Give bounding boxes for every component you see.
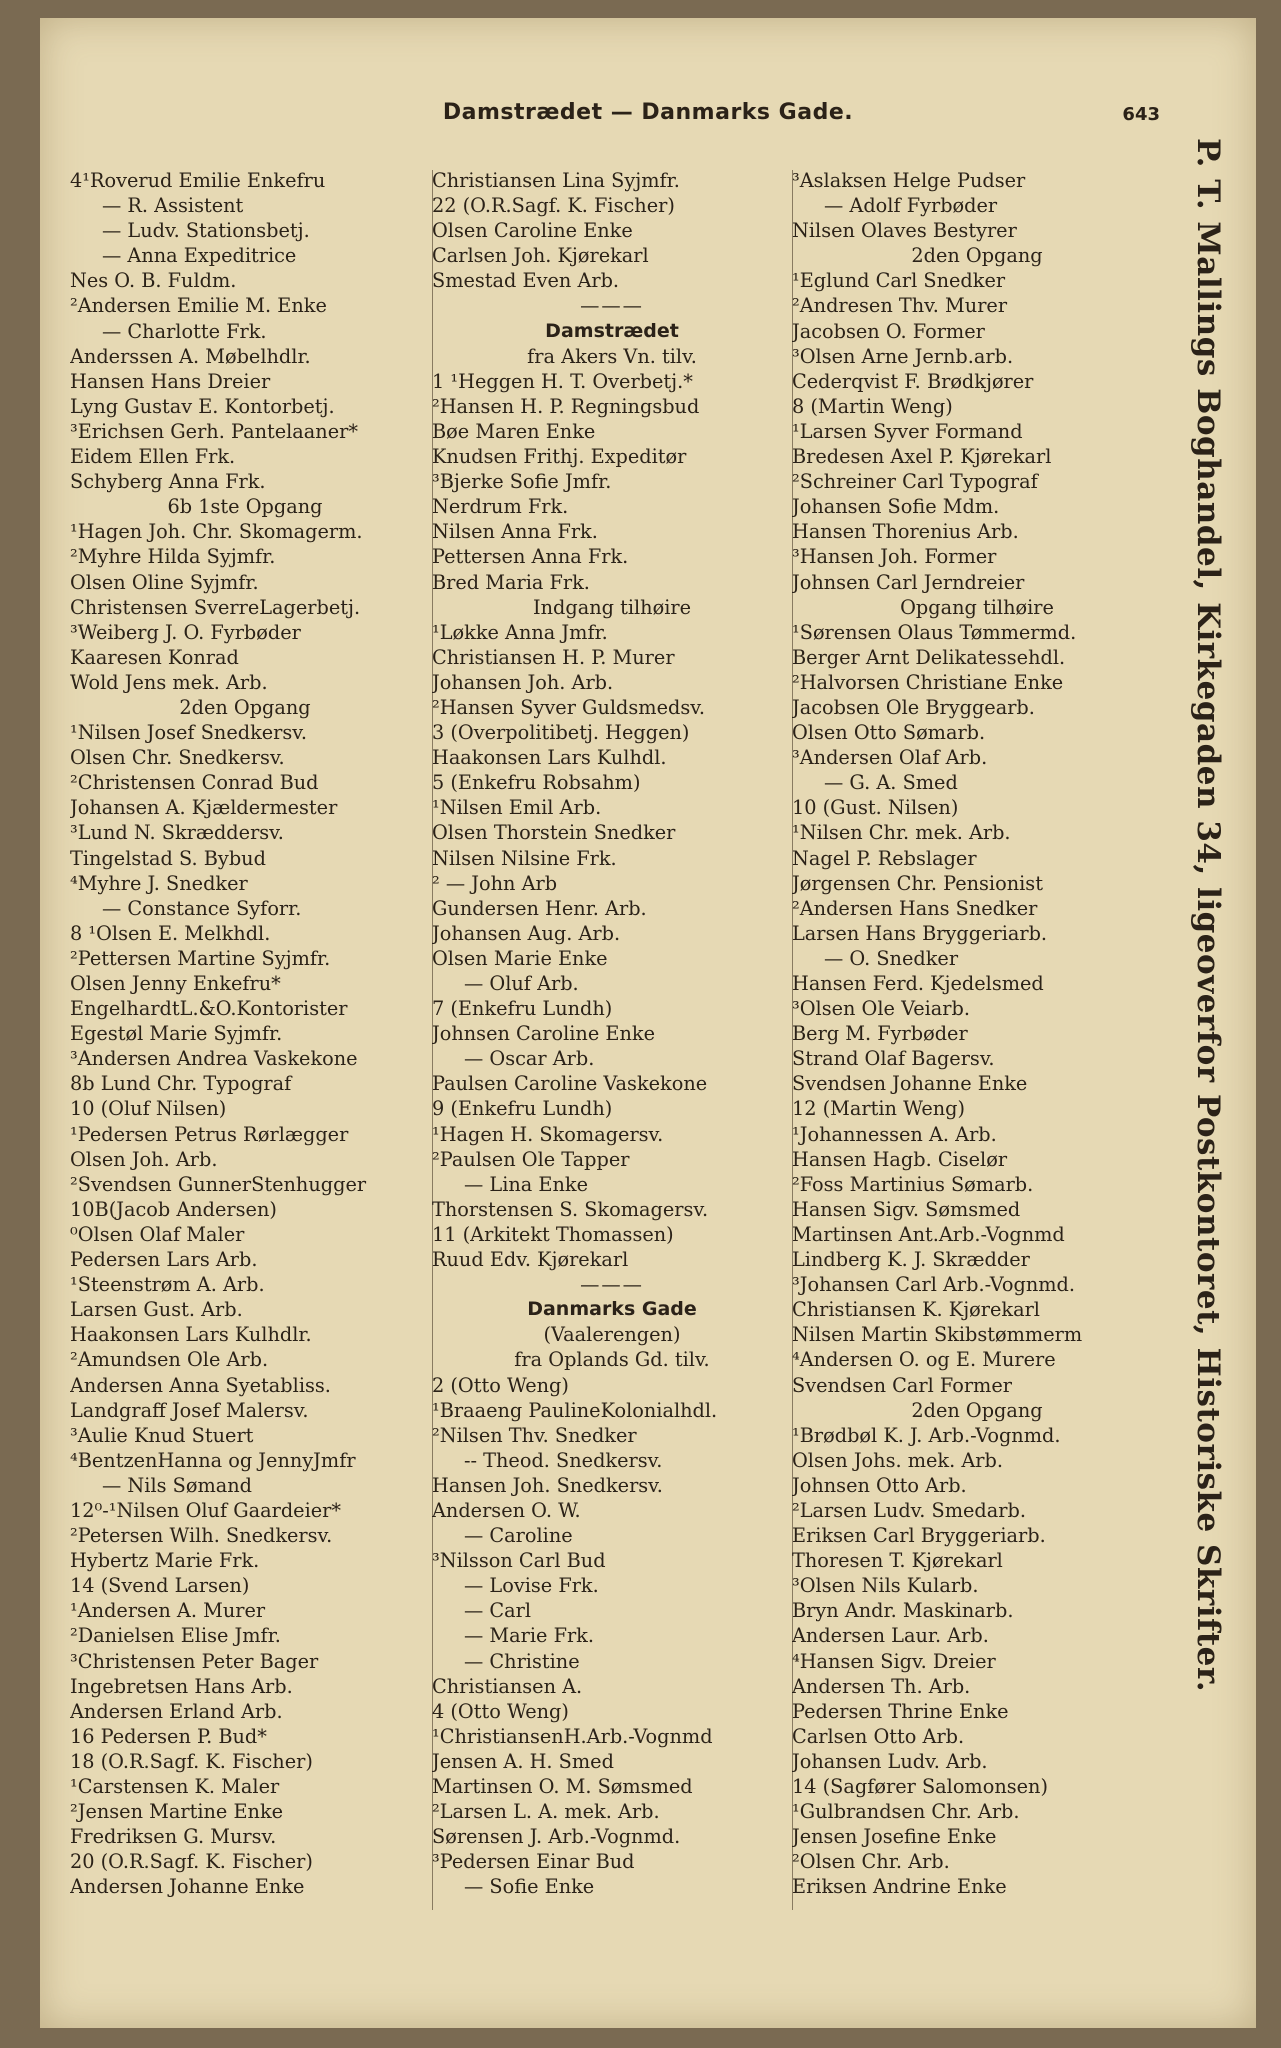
- directory-entry: Berg M. Fyrbøder: [792, 1022, 968, 1046]
- directory-entry: ²Andersen Emilie M. Enke: [70, 294, 327, 318]
- directory-entry: Smestad Even Arb.: [432, 269, 620, 293]
- directory-entry: Hansen Sigv. Sømsmed: [792, 1197, 1021, 1221]
- directory-entry: ²Paulsen Ole Tapper: [432, 1147, 630, 1171]
- directory-entry: ³Olsen Ole Veiarb.: [792, 997, 970, 1021]
- directory-entry: Hansen Ferd. Kjedelsmed: [792, 972, 1044, 995]
- directory-entry: Berger Arnt Delikatessehdl.: [792, 645, 1066, 669]
- directory-entry: ³Aslaksen Helge Pudser: [792, 169, 1026, 192]
- directory-entry: ¹Hagen H. Skomagersv.: [432, 1122, 664, 1146]
- directory-entry: — Oluf Arb.: [464, 972, 579, 995]
- directory-entry: 12⁰-¹Nilsen Oluf Gaardeier*: [70, 1498, 342, 1522]
- directory-entry: Jensen Josefine Enke: [792, 1825, 997, 1849]
- directory-page: [40, 18, 1256, 2028]
- directory-entry: Carlsen Otto Arb.: [792, 1724, 965, 1748]
- directory-entry: 9 (Enkefru Lundh): [432, 1097, 613, 1121]
- directory-entry: ¹Brødbøl K. J. Arb.-Vognmd.: [792, 1423, 1061, 1447]
- directory-entry: Thorstensen S. Skomagersv.: [432, 1197, 709, 1221]
- directory-entry: Andersen O. W.: [432, 1498, 581, 1522]
- column-3: [792, 168, 1162, 1899]
- directory-entry: — R. Assistent: [102, 194, 244, 218]
- section-rule: ———: [580, 294, 644, 318]
- section-subheading: 2den Opgang: [911, 1398, 1043, 1422]
- directory-entry: ³Hansen Joh. Former: [792, 545, 997, 569]
- directory-entry: Pettersen Anna Frk.: [432, 545, 629, 569]
- directory-entry: Eriksen Carl Bryggeriarb.: [792, 1524, 1046, 1548]
- directory-entry: Olsen Caroline Enke: [432, 219, 633, 243]
- directory-entry: ³Weiberg J. O. Fyrbøder: [70, 620, 301, 644]
- directory-entry: Johnsen Otto Arb.: [792, 1473, 967, 1497]
- directory-entry: Svendsen Carl Former: [792, 1373, 1012, 1397]
- directory-entry: Nilsen Anna Frk.: [432, 520, 598, 544]
- directory-entry: — Adolf Fyrbøder: [824, 194, 998, 218]
- directory-entry: 18 (O.R.Sagf. K. Fischer): [70, 1749, 313, 1773]
- directory-entry: ¹Nilsen Josef Snedkersv.: [70, 721, 308, 745]
- directory-entry: 14 (Svend Larsen): [70, 1574, 250, 1598]
- section-subheading: fra Oplands Gd. tilv.: [514, 1348, 710, 1372]
- directory-entry: ¹ChristiansenH.Arb.-Vognmd: [432, 1724, 713, 1748]
- directory-entry: ⁴Myhre J. Snedker: [70, 871, 248, 895]
- directory-entry: Olsen Chr. Snedkersv.: [70, 746, 285, 770]
- directory-entry: 7 (Enkefru Lundh): [432, 997, 613, 1021]
- directory-entry: Anderssen A. Møbelhdlr.: [70, 344, 311, 368]
- directory-entry: — Nils Sømand: [102, 1473, 252, 1497]
- directory-entry: ²Amundsen Ole Arb.: [70, 1348, 269, 1372]
- directory-entry: 3 (Overpolitibetj. Heggen): [432, 721, 690, 745]
- directory-entry: Johansen Joh. Arb.: [432, 670, 614, 694]
- directory-entry: Larsen Gust. Arb.: [70, 1298, 243, 1322]
- directory-entry: — Anna Expeditrice: [102, 244, 297, 268]
- directory-entry: Andersen Johanne Enke: [70, 1875, 305, 1899]
- directory-entry: Bøe Maren Enke: [432, 419, 596, 443]
- directory-entry: — Christine: [464, 1649, 580, 1673]
- directory-entry: Christiansen Lina Syjmfr.: [432, 169, 680, 192]
- directory-entry: ³Nilsson Carl Bud: [432, 1549, 606, 1573]
- directory-entry: Olsen Joh. Arb.: [70, 1147, 218, 1171]
- directory-entry: — Carl: [464, 1599, 532, 1623]
- directory-entry: ¹Pedersen Petrus Rørlægger: [70, 1122, 349, 1146]
- column-2: [432, 168, 792, 1899]
- directory-entry: ⁰Olsen Olaf Maler: [70, 1222, 245, 1246]
- directory-entry: Bryn Andr. Maskinarb.: [792, 1599, 1014, 1623]
- directory-entry: ¹Eglund Carl Snedker: [792, 269, 1006, 293]
- directory-entry: Eidem Ellen Frk.: [70, 445, 236, 469]
- directory-entry: Strand Olaf Bagersv.: [792, 1047, 995, 1071]
- directory-entry: 10 (Gust. Nilsen): [792, 796, 959, 820]
- directory-entry: ²Olsen Chr. Arb.: [792, 1850, 950, 1874]
- directory-entry: ²Danielsen Elise Jmfr.: [70, 1624, 281, 1648]
- directory-entry: Olsen Oline Syjmfr.: [70, 570, 259, 594]
- directory-entry: Martinsen Ant.Arb.-Vognmd: [792, 1222, 1065, 1246]
- directory-entry: Olsen Jenny Enkefru*: [70, 972, 281, 995]
- section-subheading: 2den Opgang: [179, 695, 311, 719]
- directory-entry: 5 (Enkefru Robsahm): [432, 771, 641, 795]
- directory-entry: 10B(Jacob Andersen): [70, 1197, 277, 1221]
- section-subheading: 6b 1ste Opgang: [167, 495, 323, 519]
- directory-entry: ²Myhre Hilda Syjmfr.: [70, 545, 276, 569]
- directory-entry: Lyng Gustav E. Kontorbetj.: [70, 394, 335, 418]
- column-1: [70, 168, 420, 1899]
- directory-entry: Andersen Th. Arb.: [792, 1674, 971, 1698]
- directory-entry: Johansen Aug. Arb.: [432, 921, 621, 945]
- directory-entry: Pedersen Thrine Enke: [792, 1699, 1009, 1723]
- directory-entry: ¹Larsen Syver Formand: [792, 419, 1023, 443]
- section-subheading: (Vaalerengen): [543, 1323, 681, 1347]
- directory-entry: ¹Nilsen Chr. mek. Arb.: [792, 821, 1011, 845]
- directory-entry: 10 (Oluf Nilsen): [70, 1097, 227, 1121]
- directory-entry: 8 ¹Olsen E. Melkhdl.: [70, 921, 271, 945]
- directory-entry: 8 (Martin Weng): [792, 394, 953, 418]
- directory-entry: Hansen Thorenius Arb.: [792, 520, 1019, 544]
- directory-entry: Knudsen Frithj. Expeditør: [432, 445, 687, 469]
- directory-entry: ²Christensen Conrad Bud: [70, 771, 319, 795]
- directory-entry: ³Johansen Carl Arb.-Vognmd.: [792, 1273, 1076, 1297]
- directory-entry: ³Erichsen Gerh. Pantelaaner*: [70, 419, 358, 443]
- directory-entry: Jacobsen O. Former: [792, 319, 985, 343]
- directory-entry: 1 ¹Heggen H. T. Overbetj.*: [432, 369, 693, 393]
- directory-entry: Kaaresen Konrad: [70, 645, 239, 669]
- street-heading: Danmarks Gade: [527, 1298, 697, 1321]
- directory-entry: 4¹Roverud Emilie Enkefru: [70, 169, 326, 192]
- directory-entry: ¹Steenstrøm A. Arb.: [70, 1273, 265, 1297]
- directory-entry: 2 (Otto Weng): [432, 1373, 569, 1397]
- directory-entry: Martinsen O. M. Sømsmed: [432, 1775, 693, 1798]
- directory-entry: — O. Snedker: [824, 946, 959, 970]
- directory-entry: ³Bjerke Sofie Jmfr.: [432, 470, 612, 494]
- directory-entry: — Charlotte Frk.: [102, 319, 267, 343]
- directory-entry: ¹Sørensen Olaus Tømmermd.: [792, 620, 1077, 644]
- directory-entry: ⁴Hansen Sigv. Dreier: [792, 1649, 996, 1673]
- directory-entry: ²Petersen Wilh. Snedkersv.: [70, 1524, 333, 1548]
- directory-entry: — Lina Enke: [464, 1172, 589, 1196]
- directory-entry: 8b Lund Chr. Typograf: [70, 1072, 292, 1096]
- directory-entry: Bred Maria Frk.: [432, 570, 590, 594]
- directory-entry: Olsen Otto Sømarb.: [792, 721, 986, 745]
- directory-entry: Ingebretsen Hans Arb.: [70, 1674, 293, 1698]
- directory-entry: — Oscar Arb.: [464, 1047, 595, 1071]
- directory-entry: Ruud Edv. Kjørekarl: [432, 1248, 629, 1272]
- directory-entry: Larsen Hans Bryggeriarb.: [792, 921, 1048, 945]
- directory-entry: Olsen Marie Enke: [432, 946, 608, 970]
- directory-entry: Egestøl Marie Syjmfr.: [70, 1022, 283, 1046]
- directory-entry: Pedersen Lars Arb.: [70, 1248, 258, 1272]
- directory-entry: Andersen Anna Syetabliss.: [70, 1373, 331, 1397]
- directory-entry: ¹Andersen A. Murer: [70, 1599, 266, 1623]
- directory-entry: Johansen Sofie Mdm.: [792, 495, 1000, 519]
- street-heading: Damstrædet: [545, 319, 679, 342]
- directory-entry: Johansen Ludv. Arb.: [792, 1749, 988, 1773]
- section-rule: ———: [580, 1273, 644, 1297]
- directory-entry: Gundersen Henr. Arb.: [432, 896, 647, 920]
- directory-entry: 14 (Sagfører Salomonsen): [792, 1775, 1048, 1798]
- directory-entry: ⁴Andersen O. og E. Murere: [792, 1348, 1056, 1372]
- directory-entry: — Ludv. Stationsbetj.: [102, 219, 310, 243]
- directory-entry: ¹Gulbrandsen Chr. Arb.: [792, 1800, 1020, 1824]
- directory-entry: ²Andresen Thv. Murer: [792, 294, 1008, 318]
- directory-entry: Nilsen Nilsine Frk.: [432, 846, 617, 870]
- directory-entry: Wold Jens mek. Arb.: [70, 670, 268, 694]
- directory-entry: ¹Nilsen Emil Arb.: [432, 796, 602, 820]
- directory-entry: ²Pettersen Martine Syjmfr.: [70, 946, 331, 970]
- directory-entry: Christiansen K. Kjørekarl: [792, 1298, 1040, 1322]
- directory-entry: Tingelstad S. Bybud: [70, 846, 266, 870]
- vertical-advertisement: [1178, 138, 1248, 1693]
- directory-entry: Jensen A. H. Smed: [432, 1749, 614, 1773]
- directory-entry: ²Larsen Ludv. Smedarb.: [792, 1498, 1026, 1522]
- directory-entry: ³Christensen Peter Bager: [70, 1649, 319, 1673]
- directory-entry: — G. A. Smed: [824, 771, 958, 795]
- advertisement-text: P. T. Mallings Boghandel, Kirkegaden 34, ligeoverfor Postkontoret, Historiske Skrifter.: [1190, 138, 1226, 1693]
- directory-entry: Jørgensen Chr. Pensionist: [792, 871, 1043, 895]
- section-subheading: Opgang tilhøire: [900, 595, 1054, 619]
- directory-entry: Carlsen Joh. Kjørekarl: [432, 244, 649, 268]
- directory-entry: Cederqvist F. Brødkjører: [792, 369, 1034, 393]
- directory-entry: ³Lund N. Skræddersv.: [70, 821, 284, 845]
- directory-entry: Johnsen Caroline Enke: [432, 1022, 655, 1046]
- directory-entry: ²Halvorsen Christiane Enke: [792, 670, 1064, 694]
- directory-entry: Hansen Hans Dreier: [70, 369, 271, 393]
- directory-entry: Christensen SverreLagerbetj.: [70, 595, 361, 619]
- directory-entry: Lindberg K. J. Skrædder: [792, 1248, 1030, 1272]
- directory-entry: 16 Pedersen P. Bud*: [70, 1724, 267, 1748]
- directory-entry: Johansen A. Kjældermester: [70, 796, 338, 820]
- directory-entry: Thoresen T. Kjørekarl: [792, 1549, 1003, 1573]
- directory-entry: Landgraff Josef Malersv.: [70, 1398, 309, 1422]
- directory-entry: Sørensen J. Arb.-Vognmd.: [432, 1825, 681, 1849]
- directory-entry: -- Theod. Snedkersv.: [464, 1448, 663, 1472]
- directory-entry: Christiansen H. P. Murer: [432, 645, 675, 669]
- directory-entry: Nerdrum Frk.: [432, 495, 569, 519]
- directory-entry: ²Foss Martinius Sømarb.: [792, 1172, 1034, 1196]
- directory-entry: Paulsen Caroline Vaskekone: [432, 1072, 708, 1096]
- directory-entry: ²Schreiner Carl Typograf: [792, 470, 1038, 494]
- directory-entry: Andersen Erland Arb.: [70, 1699, 283, 1723]
- directory-entry: — Constance Syforr.: [102, 896, 302, 920]
- section-subheading: Indgang tilhøire: [532, 595, 691, 619]
- directory-entry: Fredriksen G. Mursv.: [70, 1825, 277, 1849]
- directory-entry: Hansen Hagb. Ciselør: [792, 1147, 1008, 1171]
- directory-entry: Eriksen Andrine Enke: [792, 1875, 1007, 1899]
- directory-entry: Olsen Thorstein Snedker: [432, 821, 676, 845]
- directory-entry: ²Hansen Syver Guldsmedsv.: [432, 695, 705, 719]
- directory-entry: 12 (Martin Weng): [792, 1097, 966, 1121]
- directory-entry: ³Olsen Nils Kularb.: [792, 1574, 979, 1598]
- directory-entry: Johnsen Carl Jerndreier: [792, 570, 1025, 594]
- directory-entry: ⁴BentzenHanna og JennyJmfr: [70, 1448, 356, 1472]
- directory-entry: ¹Johannessen A. Arb.: [792, 1122, 997, 1146]
- directory-entry: Jacobsen Ole Bryggearb.: [792, 695, 1035, 719]
- directory-entry: 22 (O.R.Sagf. K. Fischer): [432, 194, 675, 218]
- directory-entry: ¹Hagen Joh. Chr. Skomagerm.: [70, 520, 363, 544]
- directory-entry: ²Hansen H. P. Regningsbud: [432, 394, 700, 418]
- directory-entry: Andersen Laur. Arb.: [792, 1624, 989, 1648]
- directory-entry: Schyberg Anna Frk.: [70, 470, 266, 494]
- directory-entry: — Sofie Enke: [464, 1875, 595, 1899]
- directory-entry: 20 (O.R.Sagf. K. Fischer): [70, 1850, 313, 1874]
- directory-entry: — Caroline: [464, 1524, 573, 1548]
- directory-entry: — Lovise Frk.: [464, 1574, 599, 1598]
- directory-entry: ²Nilsen Thv. Snedker: [432, 1423, 637, 1447]
- directory-entry: ¹Carstensen K. Maler: [70, 1775, 280, 1798]
- directory-entry: Christiansen A.: [432, 1674, 583, 1698]
- directory-entry: ²Andersen Hans Snedker: [792, 896, 1038, 920]
- directory-entry: Olsen Johs. mek. Arb.: [792, 1448, 1003, 1472]
- directory-entry: ²Larsen L. A. mek. Arb.: [432, 1800, 660, 1824]
- directory-entry: 11 (Arkitekt Thomassen): [432, 1222, 674, 1246]
- page-title: Damstrædet — Danmarks Gade.: [442, 100, 854, 125]
- directory-entry: ³Andersen Andrea Vaskekone: [70, 1047, 358, 1071]
- directory-entry: Nilsen Martin Skibstømmerm: [792, 1323, 1083, 1347]
- directory-entry: Haakonsen Lars Kulhdlr.: [70, 1323, 312, 1347]
- directory-entry: 4 (Otto Weng): [432, 1699, 569, 1723]
- directory-entry: ² — John Arb: [432, 871, 558, 895]
- directory-entry: EngelhardtL.&O.Kontorister: [70, 997, 348, 1021]
- directory-entry: Hansen Joh. Snedkersv.: [432, 1473, 663, 1497]
- section-subheading: fra Akers Vn. tilv.: [527, 344, 697, 368]
- section-subheading: 2den Opgang: [911, 244, 1043, 268]
- directory-entry: ³Andersen Olaf Arb.: [792, 746, 988, 770]
- directory-entry: ¹Løkke Anna Jmfr.: [432, 620, 608, 644]
- directory-entry: ³Pedersen Einar Bud: [432, 1850, 635, 1874]
- directory-entry: Nilsen Olaves Bestyrer: [792, 219, 1017, 243]
- directory-entry: Nagel P. Rebslager: [792, 846, 977, 870]
- directory-entry: Haakonsen Lars Kulhdl.: [432, 746, 667, 770]
- directory-entry: ³Aulie Knud Stuert: [70, 1423, 254, 1447]
- directory-entry: Hybertz Marie Frk.: [70, 1549, 260, 1573]
- directory-entry: ¹Braaeng PaulineKolonialhdl.: [432, 1398, 718, 1422]
- directory-entry: ²Svendsen GunnerStenhugger: [70, 1172, 367, 1196]
- directory-entry: ²Jensen Martine Enke: [70, 1800, 284, 1824]
- directory-entry: Bredesen Axel P. Kjørekarl: [792, 445, 1052, 469]
- directory-entry: Nes O. B. Fuldm.: [70, 269, 237, 293]
- page-header: [40, 100, 1256, 134]
- directory-entry: ³Olsen Arne Jernb.arb.: [792, 344, 1014, 368]
- directory-entry: Svendsen Johanne Enke: [792, 1072, 1028, 1096]
- page-number: 643: [1122, 104, 1160, 125]
- directory-entry: — Marie Frk.: [464, 1624, 594, 1648]
